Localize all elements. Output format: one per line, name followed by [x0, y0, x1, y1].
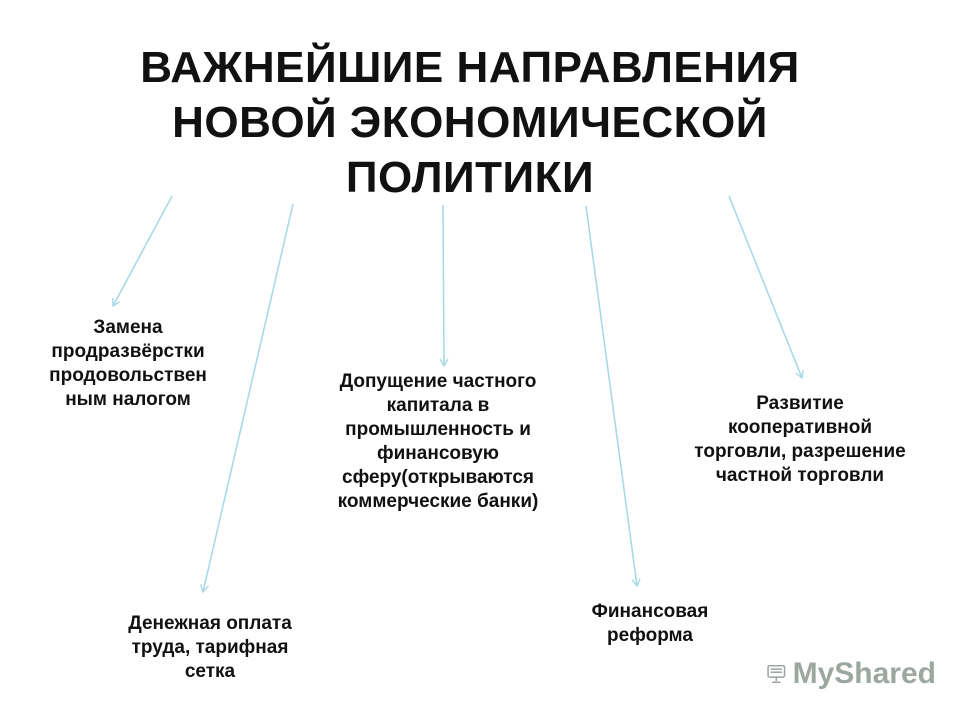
node-finance-line: реформа: [607, 625, 693, 646]
node-trade-line: Развитие: [756, 393, 844, 414]
node-tax-line: Замена: [93, 317, 163, 338]
node-capital: [296, 370, 580, 514]
node-finance-line: Финансовая: [591, 601, 709, 622]
node-tax-line: продовольствен: [49, 365, 207, 386]
projector-screen-icon: [766, 654, 787, 694]
title-line: ВАЖНЕЙШИЕ НАПРАВЛЕНИЯ: [140, 43, 800, 92]
node-wages-line: труда, тарифная: [131, 637, 289, 658]
node-wages-line: Денежная оплата: [128, 613, 292, 634]
node-wages-line: сетка: [184, 661, 236, 682]
node-capital-line: капитала в: [386, 395, 490, 416]
node-tax: [18, 316, 238, 412]
title-line: ПОЛИТИКИ: [345, 153, 595, 202]
node-capital-line: промышленность и: [345, 419, 531, 440]
node-trade-line: кооперативной: [727, 417, 873, 438]
node-trade-line: торговли, разрешение: [694, 441, 906, 462]
node-capital-line: коммерческие банки): [337, 491, 539, 512]
node-tax-line: ным налогом: [65, 389, 191, 410]
node-finance: [560, 600, 740, 648]
logo-text: MyShared: [792, 657, 936, 690]
arrow-to-tax: [113, 196, 172, 306]
arrow-to-trade: [729, 196, 802, 378]
title-line: НОВОЙ ЭКОНОМИЧЕСКОЙ: [172, 98, 768, 147]
node-wages: [90, 612, 330, 684]
myshared-logo: [766, 654, 936, 694]
node-trade-line: частной торговли: [715, 465, 885, 486]
node-capital-line: финансовую: [377, 443, 499, 464]
node-trade: [660, 392, 940, 488]
arrow-to-finance: [586, 206, 637, 586]
arrow-to-capital: [443, 205, 444, 366]
node-tax-line: продразвёрстки: [51, 341, 205, 362]
node-capital-line: сферу(открываются: [342, 467, 534, 488]
node-capital-line: Допущение частного: [339, 371, 537, 392]
